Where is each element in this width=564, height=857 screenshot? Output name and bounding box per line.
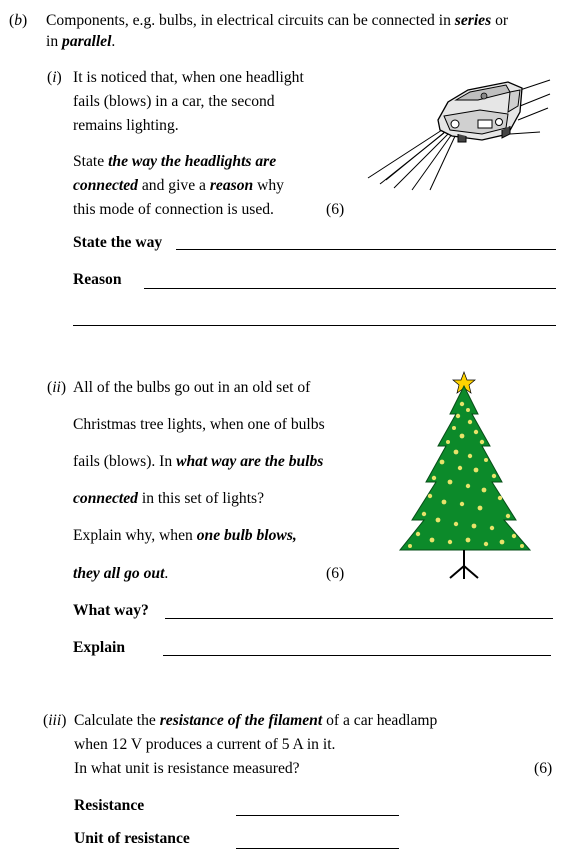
q2-line3: fails (blows). In what way are the bulbs [73, 453, 324, 470]
q1-reason-label: Reason [73, 271, 122, 288]
q3-line3: In what unit is resistance measured? [74, 760, 300, 777]
q3-line2: when 12 V produces a current of 5 A in it. [74, 736, 336, 753]
q3-line1: Calculate the resistance of the filament of a car headlamp [74, 712, 438, 729]
q2-what-way-label: What way? [73, 602, 149, 619]
q1-marks: (6) [326, 201, 345, 218]
car-headlights-icon [360, 76, 552, 192]
q2-line6: they all go out. [73, 565, 169, 582]
q2-what-way-answer-line[interactable] [165, 618, 553, 619]
q2-line4: connected in this set of lights? [73, 490, 265, 507]
q1-state-line: State the way the headlights are [73, 153, 277, 170]
q3-number: (iii) [43, 712, 67, 729]
q1-reason-answer-line[interactable] [144, 288, 556, 289]
q1-line1: It is noticed that, when one headlight [73, 69, 304, 86]
q3-resistance-answer-line[interactable] [236, 815, 399, 816]
q1-connected-line: connected and give a reason why [73, 177, 284, 194]
q3-resistance-label: Resistance [74, 797, 145, 814]
q1-mode-line: this mode of connection is used. [73, 201, 274, 218]
christmas-tree-icon [396, 370, 536, 580]
q1-number: (i) [47, 69, 62, 86]
part-b-label: (b) [9, 12, 28, 29]
q2-explain-label: Explain [73, 639, 126, 656]
q2-line5: Explain why, when one bulb blows, [73, 527, 297, 544]
q2-explain-answer-line[interactable] [163, 655, 551, 656]
q1-reason-answer-line-2[interactable] [73, 325, 556, 326]
part-b-intro-line2: in parallel. [46, 33, 116, 50]
q3-marks: (6) [534, 760, 553, 777]
q1-state-way-label: State the way [73, 234, 163, 251]
q1-line3: remains lighting. [73, 117, 179, 134]
q1-state-way-answer-line[interactable] [176, 249, 556, 250]
q2-number: (ii) [47, 379, 67, 396]
q3-unit-label: Unit of resistance [74, 830, 190, 847]
q2-line2: Christmas tree lights, when one of bulbs [73, 416, 325, 433]
q1-line2: fails (blows) in a car, the second [73, 93, 275, 110]
part-b-intro-line1: Components, e.g. bulbs, in electrical circuits can be connected in series or [46, 12, 509, 29]
q2-marks: (6) [326, 565, 345, 582]
q2-line1: All of the bulbs go out in an old set of [73, 379, 311, 396]
q3-unit-answer-line[interactable] [236, 848, 399, 849]
